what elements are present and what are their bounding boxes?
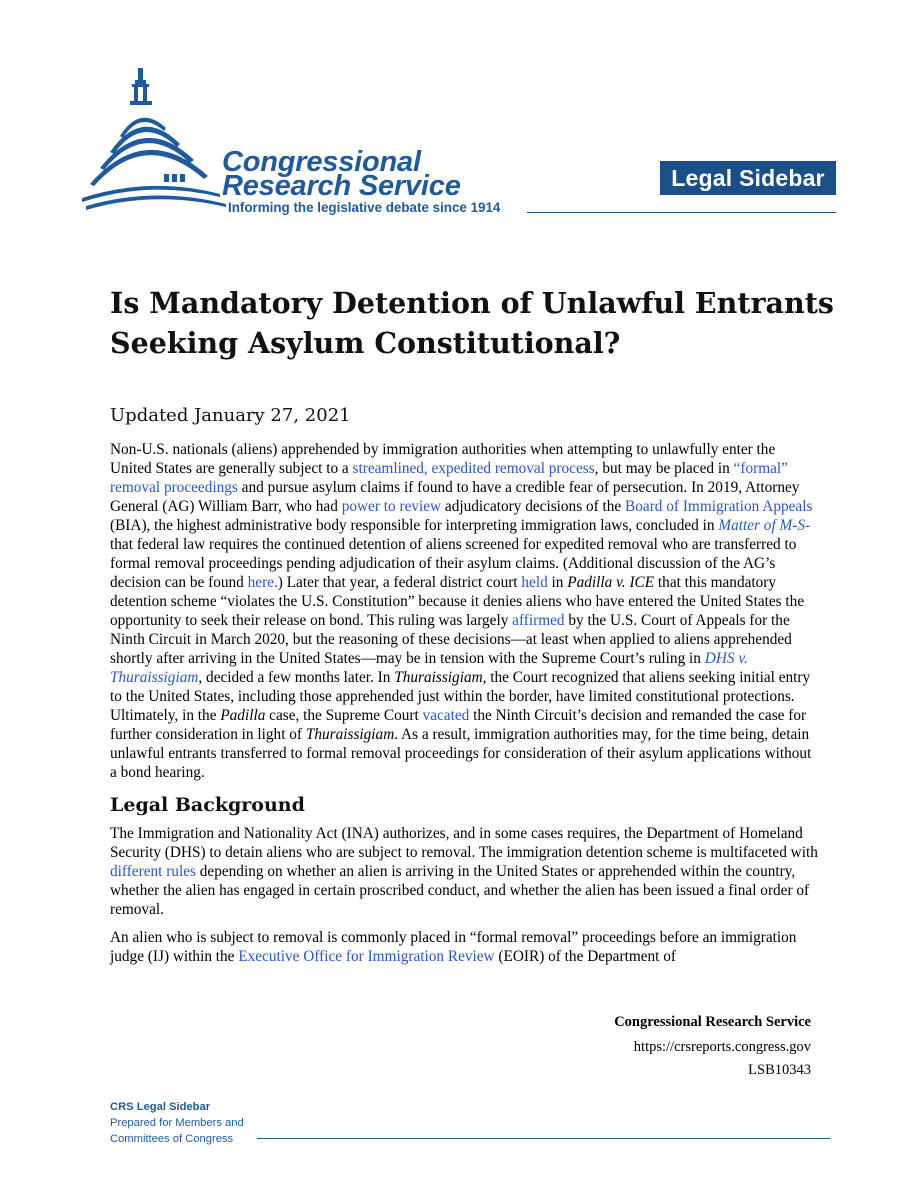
sidebar-label-line3: Committees of Congress (110, 1133, 234, 1145)
updated-date: Updated January 27, 2021 (110, 405, 351, 426)
crs-logo (80, 66, 500, 226)
text-span: , but may be placed in (594, 460, 734, 477)
link-streamlined-expedited-removal[interactable]: streamlined, expedited removal process (352, 460, 595, 477)
case-name-thuraissigiam: Thuraissigiam (305, 726, 395, 743)
text-span: the Ninth Circuit’s decision and remanded the case for further consideration in light of (110, 707, 807, 743)
footer-url[interactable]: https://crsreports.congress.gov (633, 1039, 811, 1055)
footer-rule (257, 1138, 830, 1139)
text-span: (BIA), the highest administrative body responsible for interpreting immigration laws, concluded in (110, 517, 719, 534)
capitol-dome-icon (80, 66, 230, 226)
legal-background-paragraph-2 (110, 928, 820, 966)
text-span: An alien who is subject to removal is commonly placed in “formal removal” proceedings before an immigration judge (IJ) within the (110, 929, 797, 965)
case-name-padilla: Padilla (220, 707, 266, 724)
link-power-to-review[interactable]: power to review (341, 498, 442, 515)
legal-sidebar-badge: Legal Sidebar (660, 161, 836, 195)
text-span: , the Court recognized that aliens seeking initial entry to the United States, including those apprehended just within the border, have limited constitutional protections. Ultimately, in the (110, 669, 811, 724)
link-matter-of-m-s[interactable]: Matter of M-S- (718, 517, 811, 534)
link-dhs-v-thuraissigiam[interactable]: DHS v. Thuraissigiam (110, 650, 748, 686)
text-span: in (547, 574, 568, 591)
text-span: ) Later that year, a federal district court (277, 574, 522, 591)
text-span: by the U.S. Court of Appeals for the Ninth Circuit in March 2020, but the reasoning of these decisions—at least when applied to aliens apprehended shortly after arriving in the United States—may be in tension with the Supreme Court’s ruling in (110, 612, 792, 667)
link-eoir[interactable]: Executive Office for Immigration Review (238, 948, 495, 965)
case-name-padilla-v-ice: Padilla v. ICE (567, 574, 655, 591)
link-here[interactable]: here. (247, 574, 278, 591)
org-tagline: Informing the legislative debate since 1914 (228, 200, 501, 215)
link-formal-removal-proceedings[interactable]: “formal” removal proceedings (110, 460, 788, 496)
case-name-thuraissigiam: Thuraissigiam (394, 669, 483, 686)
sidebar-label-line2: Prepared for Members and (110, 1117, 244, 1129)
text-span: , decided a few months later. In (198, 669, 395, 686)
legal-background-paragraph-1 (110, 824, 820, 919)
header-rule (527, 212, 836, 213)
link-different-rules[interactable]: different rules (110, 863, 196, 880)
footer-sidebar-label (110, 1099, 244, 1147)
text-span: adjudicatory decisions of the (441, 498, 626, 515)
text-span: . As a result, immigration authorities may, for the time being, detain unlawful entrants transferred to formal removal proceedings for consideration of their asylum applications without a bond hearing. (110, 726, 812, 781)
link-vacated[interactable]: vacated (422, 707, 470, 724)
text-span: case, the Supreme Court (265, 707, 423, 724)
text-span: that federal law requires the continued detention of aliens screened for expedited removal who are transferred to formal removal proceedings pending adjudication of their asylum claims. (Additional discussion of the AG’s decision can be found (110, 536, 797, 591)
report-id: LSB10343 (748, 1062, 811, 1078)
text-span: Non-U.S. nationals (aliens) apprehended by immigration authorities when attempting to unlawfully enter the United States are generally subject to a (110, 441, 776, 477)
page-title: Is Mandatory Detention of Unlawful Entrants Seeking Asylum Constitutional? (110, 286, 834, 360)
link-held[interactable]: held (521, 574, 548, 591)
text-span: (EOIR) of the Department of (494, 948, 676, 965)
footer-org-name: Congressional Research Service (614, 1014, 811, 1030)
link-affirmed[interactable]: affirmed (512, 612, 565, 629)
text-span: and pursue asylum claims if found to have a credible fear of persecution. In 2019, Attorney General (AG) William Barr, who had (110, 479, 800, 515)
sidebar-label-title: CRS Legal Sidebar (110, 1101, 211, 1113)
intro-paragraph (110, 440, 820, 782)
section-heading: Legal Background (110, 794, 305, 816)
org-name-line2: Research Service (222, 170, 461, 202)
text-span: that this mandatory detention scheme “violates the U.S. Constitution” because it denies aliens who have entered the United States the opportunity to seek their release on bond. This ruling was largely (110, 574, 805, 629)
org-name-line1: Congressional (222, 146, 421, 178)
text-span: depending on whether an alien is arriving in the United States or apprehended within the country, whether the alien has engaged in certain proscribed conduct, and whether the alien has been issued a final order of removal. (110, 863, 810, 918)
article-body (110, 440, 820, 975)
link-board-of-immigration-appeals[interactable]: Board of Immigration Appeals (625, 498, 813, 515)
text-span: The Immigration and Nationality Act (INA) authorizes, and in some cases requires, the Department of Homeland Security (DHS) to detain aliens who are subject to removal. The immigration detention scheme is multifaceted with (110, 825, 818, 861)
